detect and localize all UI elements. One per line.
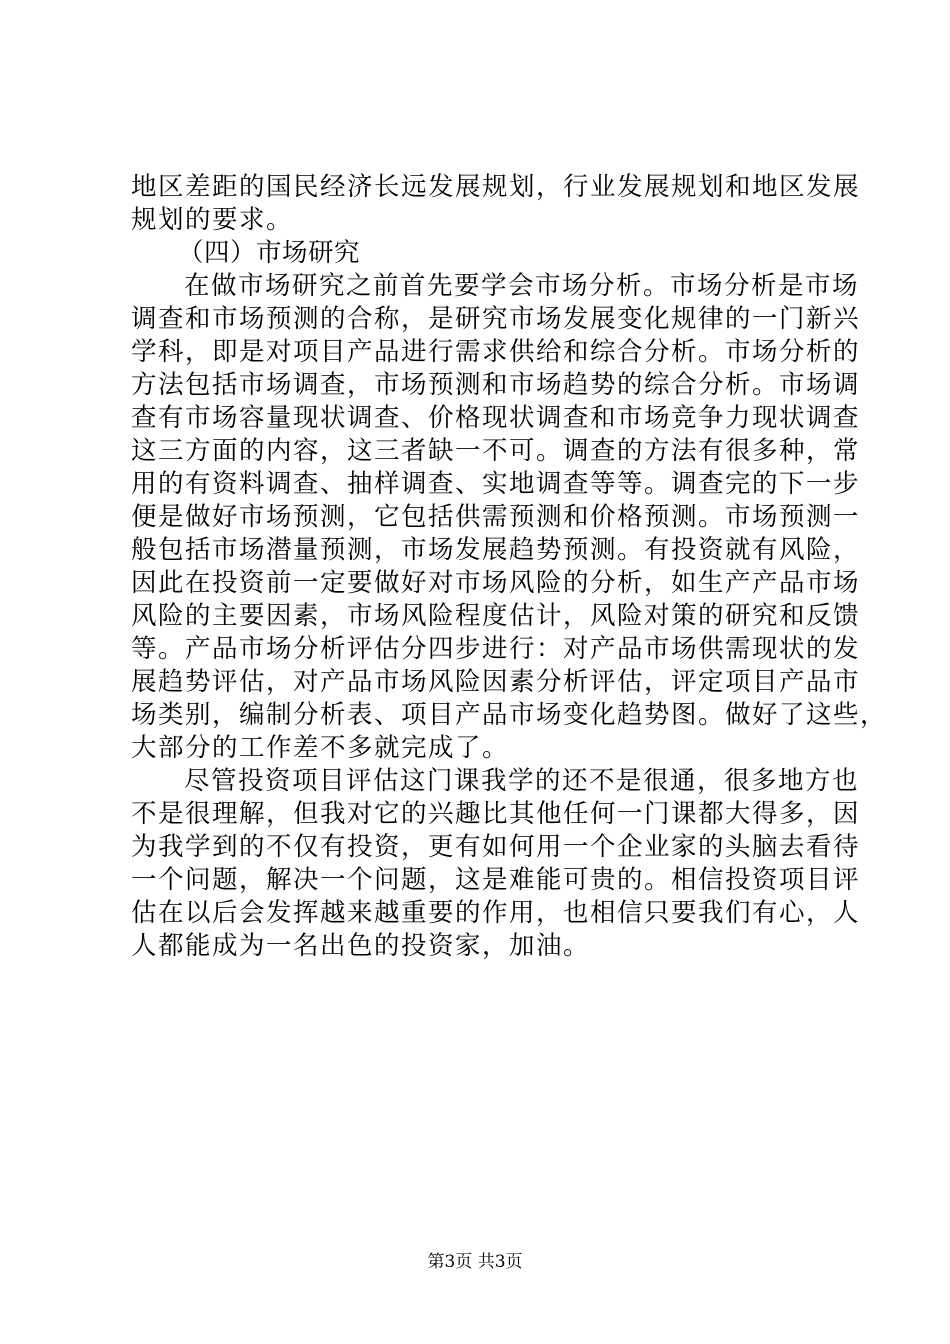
text-line: 方法包括市场调查，市场预测和市场趋势的综合分析。市场调 [131,370,861,400]
text-line: 规划的要求。 [131,205,294,235]
text-line: 为我学到的不仅有投资，更有如何用一个企业家的头脑去看待 [131,832,861,862]
section-heading [131,237,831,270]
paragraph-conclusion [131,765,861,963]
text-line: 因此在投资前一定要做好对市场风险的分析，如生产产品市场 [131,568,861,598]
page-footer [0,1250,950,1274]
text-line: 不是很理解，但我对它的兴趣比其他任何一门课都大得多，因 [131,799,861,829]
text-line: 风险的主要因素，市场风险程度估计，风险对策的研究和反馈 [131,601,861,631]
text-line: 这三方面的内容，这三者缺一不可。调查的方法有很多种，常 [131,436,861,466]
section-heading-text: （四）市场研究 [178,238,361,268]
text-line: 在做市场研究之前首先要学会市场分析。市场分析是市场 [184,271,860,301]
text-line: 估在以后会发挥越来越重要的作用，也相信只要我们有心，人 [131,898,861,928]
page-number-label: 第3页 共3页 [427,1252,523,1272]
paragraph-market-research [131,270,888,765]
text-line: 调查和市场预测的合称，是研究市场发展变化规律的一门新兴 [131,304,861,334]
text-line: 人都能成为一名出色的投资家，加油。 [131,931,591,961]
text-line: 学科，即是对项目产品进行需求供给和综合分析。市场分析的 [131,337,861,367]
text-line: 大部分的工作差不多就完成了。 [131,733,510,763]
text-line: 等。产品市场分析评估分四步进行：对产品市场供需现状的发 [131,634,861,664]
text-line: 场类别，编制分析表、项目产品市场变化趋势图。做好了这些， [131,700,888,730]
text-line: 展趋势评估，对产品市场风险因素分析评估，评定项目产品市 [131,667,861,697]
text-line: 便是做好市场预测，它包括供需预测和价格预测。市场预测一 [131,502,861,532]
text-line: 尽管投资项目评估这门课我学的还不是很通，很多地方也 [184,766,860,796]
document-body [131,171,888,963]
paragraph-continuation [131,171,861,237]
text-line: 查有市场容量现状调查、价格现状调查和市场竞争力现状调查 [131,403,861,433]
text-line: 一个问题，解决一个问题，这是难能可贵的。相信投资项目评 [131,865,861,895]
text-line: 般包括市场潜量预测，市场发展趋势预测。有投资就有风险， [131,535,861,565]
text-line: 用的有资料调查、抽样调查、实地调查等等。调查完的下一步 [131,469,861,499]
text-line: 地区差距的国民经济长远发展规划，行业发展规划和地区发展 [131,172,861,202]
